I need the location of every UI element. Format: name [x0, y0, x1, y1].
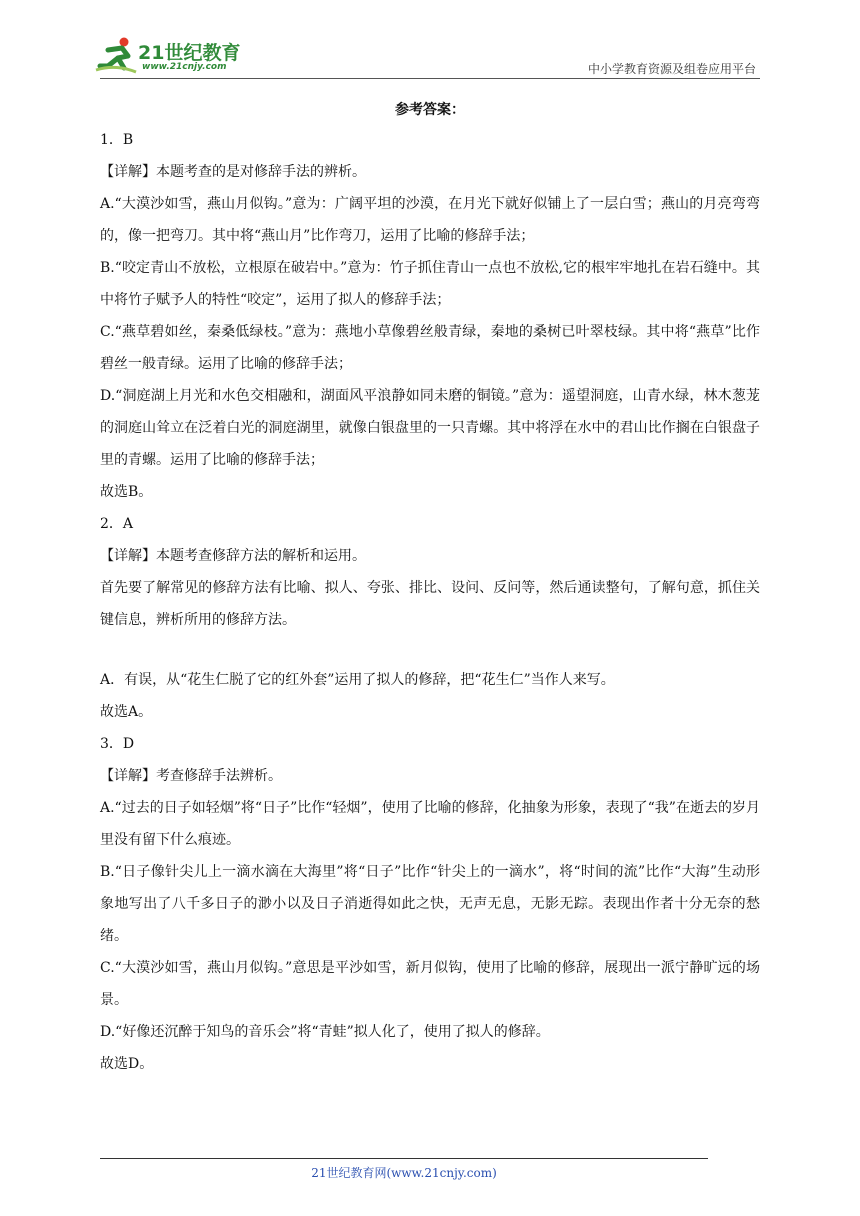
footer-link[interactable]: 21世纪教育网(www.21cnjy.com) — [311, 1166, 497, 1180]
platform-title: 中小学教育资源及组卷应用平台 — [587, 62, 756, 76]
doc-title: 参考答案： — [395, 102, 465, 118]
conclusion: 故选B。 — [100, 484, 153, 500]
page-header — [0, 0, 860, 80]
option-analysis: B.“日子像针尖儿上一滴水滴在大海里”将“日子”比作“针尖上的一滴水”，将“时间的流”比作“大海”生动形象地写出了八千多日子的渺小以及日子消逝得如此之快，无声无息，无影无踪。表现出作者十分无奈的愁绪。 — [100, 864, 760, 944]
option-analysis: A.“大漠沙如雪，燕山月似钩。”意为：广阔平坦的沙漠，在月光下就好似铺上了一层白雪；燕山的月亮弯弯的，像一把弯刀。其中将“燕山月”比作弯刀，运用了比喻的修辞手法； — [100, 196, 760, 244]
explanation: 【详解】本题考查修辞方法的解析和运用。 — [100, 548, 366, 564]
answer-number: 1．B — [100, 132, 134, 148]
explanation-body: 首先要了解常见的修辞方法有比喻、拟人、夸张、排比、设问、反问等，然后通读整句，了解句意，抓住关键信息，辨析所用的修辞方法。 — [100, 580, 760, 628]
explanation: 【详解】本题考查的是对修辞手法的辨析。 — [100, 164, 366, 180]
runner-icon — [94, 36, 138, 76]
option-analysis: D.“洞庭湖上月光和水色交相融和，湖面风平浪静如同未磨的铜镜。”意为：遥望洞庭，山青水绿，林木葱茏的洞庭山耸立在泛着白光的洞庭湖里，就像白银盘里的一只青螺。其中将浮在水中的君山比作搁在白银盘子里的青螺。运用了比喻的修辞手法； — [100, 388, 760, 468]
conclusion: 故选D。 — [100, 1056, 154, 1072]
logo-text: 21世纪教育 — [138, 42, 241, 64]
logo-url: www.21cnjy.com — [142, 62, 227, 72]
option-analysis: A．有误，从“花生仁脱了它的红外套”运用了拟人的修辞，把“花生仁”当作人来写。 — [100, 672, 615, 688]
header-divider — [100, 78, 760, 79]
spacer — [100, 636, 760, 664]
explanation: 【详解】考查修辞手法辨析。 — [100, 768, 282, 784]
option-analysis: C.“燕草碧如丝，秦桑低绿枝。”意为：燕地小草像碧丝般青绿，秦地的桑树已叶翠枝绿。其中将“燕草”比作碧丝一般青绿。运用了比喻的修辞手法； — [100, 324, 760, 372]
answer-number: 2．A — [100, 516, 134, 532]
option-analysis: C.“大漠沙如雪，燕山月似钩。”意思是平沙如雪，新月似钩，使用了比喻的修辞，展现出一派宁静旷远的场景。 — [100, 960, 760, 1008]
option-analysis: B.“咬定青山不放松，立根原在破岩中。”意为：竹子抓住青山一点也不放松,它的根牢牢地扎在岩石缝中。其中将竹子赋予人的特性“咬定”，运用了拟人的修辞手法； — [100, 260, 760, 308]
answer-content — [100, 96, 760, 1080]
site-logo[interactable] — [94, 36, 264, 76]
option-analysis: D.“好像还沉醉于知鸟的音乐会”将“青蛙”拟人化了，使用了拟人的修辞。 — [100, 1024, 550, 1040]
option-analysis: A.“过去的日子如轻烟”将“日子”比作“轻烟”，使用了比喻的修辞，化抽象为形象，表现了“我”在逝去的岁月里没有留下什么痕迹。 — [100, 800, 760, 848]
footer-divider — [100, 1158, 708, 1159]
conclusion: 故选A。 — [100, 704, 153, 720]
answer-number: 3．D — [100, 736, 135, 752]
